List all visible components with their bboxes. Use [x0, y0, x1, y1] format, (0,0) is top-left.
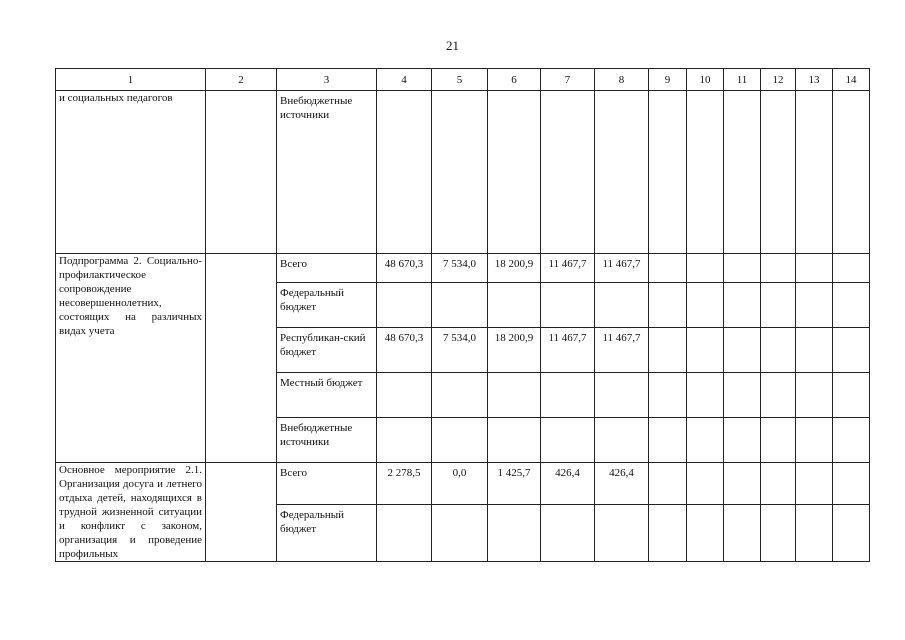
amount-cell: [377, 505, 432, 562]
empty-cell: [796, 91, 833, 254]
empty-cell: [649, 283, 687, 328]
empty-cell: [687, 254, 724, 283]
program-name-cell: и социальных педагогов: [56, 91, 206, 254]
empty-cell: [687, 91, 724, 254]
amount-cell: [488, 91, 541, 254]
amount-cell: 426,4: [595, 463, 649, 505]
empty-cell: [724, 91, 761, 254]
empty-cell: [833, 283, 870, 328]
table-row: [56, 254, 870, 283]
amount-cell: 11 467,7: [541, 328, 595, 373]
col-number-8: 8: [595, 69, 649, 91]
empty-cell: [649, 373, 687, 418]
amount-cell: [432, 283, 488, 328]
empty-cell: [724, 283, 761, 328]
empty-cell: [649, 91, 687, 254]
amount-cell: 11 467,7: [595, 254, 649, 283]
amount-cell: [488, 505, 541, 562]
funding-source-cell: Федеральный бюджет: [277, 505, 377, 562]
amount-cell: [595, 283, 649, 328]
table-body: [56, 69, 870, 562]
funding-source-cell: Федеральный бюджет: [277, 283, 377, 328]
col-number-1: 1: [56, 69, 206, 91]
program-name-cell: Основное мероприятие 2.1. Организация досуга и летнего отдыха детей, находящихся в трудной жизненной ситуации и конфликт с законом, организация и проведение профильных: [56, 463, 206, 562]
col-number-10: 10: [687, 69, 724, 91]
funding-source-cell: Всего: [277, 254, 377, 283]
amount-cell: 2 278,5: [377, 463, 432, 505]
amount-cell: [541, 373, 595, 418]
empty-cell: [761, 283, 796, 328]
empty-cell: [833, 418, 870, 463]
empty-cell: [796, 463, 833, 505]
amount-cell: 48 670,3: [377, 328, 432, 373]
amount-cell: 48 670,3: [377, 254, 432, 283]
empty-cell: [833, 91, 870, 254]
col-number-4: 4: [377, 69, 432, 91]
col-number-2: 2: [206, 69, 277, 91]
col-number-9: 9: [649, 69, 687, 91]
funding-source-cell: Внебюджетные источники: [277, 91, 377, 254]
empty-cell: [687, 418, 724, 463]
empty-cell: [761, 418, 796, 463]
empty-cell: [761, 463, 796, 505]
empty-cell: [649, 418, 687, 463]
empty-cell: [724, 505, 761, 562]
amount-cell: [432, 373, 488, 418]
empty-cell: [833, 463, 870, 505]
amount-cell: 7 534,0: [432, 254, 488, 283]
empty-cell: [833, 328, 870, 373]
funding-source-cell: Всего: [277, 463, 377, 505]
amount-cell: 18 200,9: [488, 328, 541, 373]
empty-cell: [833, 373, 870, 418]
amount-cell: [377, 91, 432, 254]
budget-table: [55, 68, 870, 562]
empty-cell: [833, 505, 870, 562]
page-number: 21: [446, 38, 459, 53]
amount-cell: [595, 91, 649, 254]
col-number-11: 11: [724, 69, 761, 91]
amount-cell: [488, 418, 541, 463]
funding-source-cell: Внебюджетные источники: [277, 418, 377, 463]
amount-cell: [541, 505, 595, 562]
col-number-5: 5: [432, 69, 488, 91]
amount-cell: 18 200,9: [488, 254, 541, 283]
amount-cell: [541, 283, 595, 328]
amount-cell: [432, 418, 488, 463]
empty-cell: [796, 283, 833, 328]
amount-cell: [432, 91, 488, 254]
empty-cell: [761, 254, 796, 283]
col-number-13: 13: [796, 69, 833, 91]
empty-cell: [761, 328, 796, 373]
amount-cell: [595, 373, 649, 418]
empty-cell: [649, 328, 687, 373]
empty-cell: [724, 418, 761, 463]
amount-cell: [432, 505, 488, 562]
amount-cell: 1 425,7: [488, 463, 541, 505]
amount-cell: 0,0: [432, 463, 488, 505]
empty-cell: [796, 418, 833, 463]
amount-cell: 426,4: [541, 463, 595, 505]
executor-cell: [206, 91, 277, 254]
empty-cell: [796, 328, 833, 373]
amount-cell: 11 467,7: [541, 254, 595, 283]
funding-source-cell: Местный бюджет: [277, 373, 377, 418]
executor-cell: [206, 254, 277, 463]
amount-cell: 11 467,7: [595, 328, 649, 373]
col-number-14: 14: [833, 69, 870, 91]
table-row: [56, 91, 870, 254]
program-name-cell: Подпрограмма 2. Социально-профилактическое сопровождение несовершеннолетних, состоящих на различных видах учета: [56, 254, 206, 463]
amount-cell: [595, 505, 649, 562]
amount-cell: [377, 418, 432, 463]
empty-cell: [724, 254, 761, 283]
empty-cell: [796, 505, 833, 562]
empty-cell: [649, 505, 687, 562]
empty-cell: [833, 254, 870, 283]
empty-cell: [724, 328, 761, 373]
executor-cell: [206, 463, 277, 562]
empty-cell: [796, 254, 833, 283]
column-number-row: [56, 69, 870, 91]
empty-cell: [761, 505, 796, 562]
col-number-7: 7: [541, 69, 595, 91]
amount-cell: 7 534,0: [432, 328, 488, 373]
amount-cell: [488, 283, 541, 328]
amount-cell: [377, 373, 432, 418]
empty-cell: [796, 373, 833, 418]
empty-cell: [687, 328, 724, 373]
amount-cell: [488, 373, 541, 418]
col-number-12: 12: [761, 69, 796, 91]
empty-cell: [687, 373, 724, 418]
empty-cell: [724, 463, 761, 505]
empty-cell: [649, 254, 687, 283]
empty-cell: [761, 373, 796, 418]
empty-cell: [649, 463, 687, 505]
col-number-3: 3: [277, 69, 377, 91]
empty-cell: [761, 91, 796, 254]
empty-cell: [724, 373, 761, 418]
amount-cell: [377, 283, 432, 328]
amount-cell: [595, 418, 649, 463]
empty-cell: [687, 505, 724, 562]
table-row: [56, 463, 870, 505]
funding-source-cell: Республикан-ский бюджет: [277, 328, 377, 373]
empty-cell: [687, 463, 724, 505]
col-number-6: 6: [488, 69, 541, 91]
amount-cell: [541, 418, 595, 463]
empty-cell: [687, 283, 724, 328]
amount-cell: [541, 91, 595, 254]
